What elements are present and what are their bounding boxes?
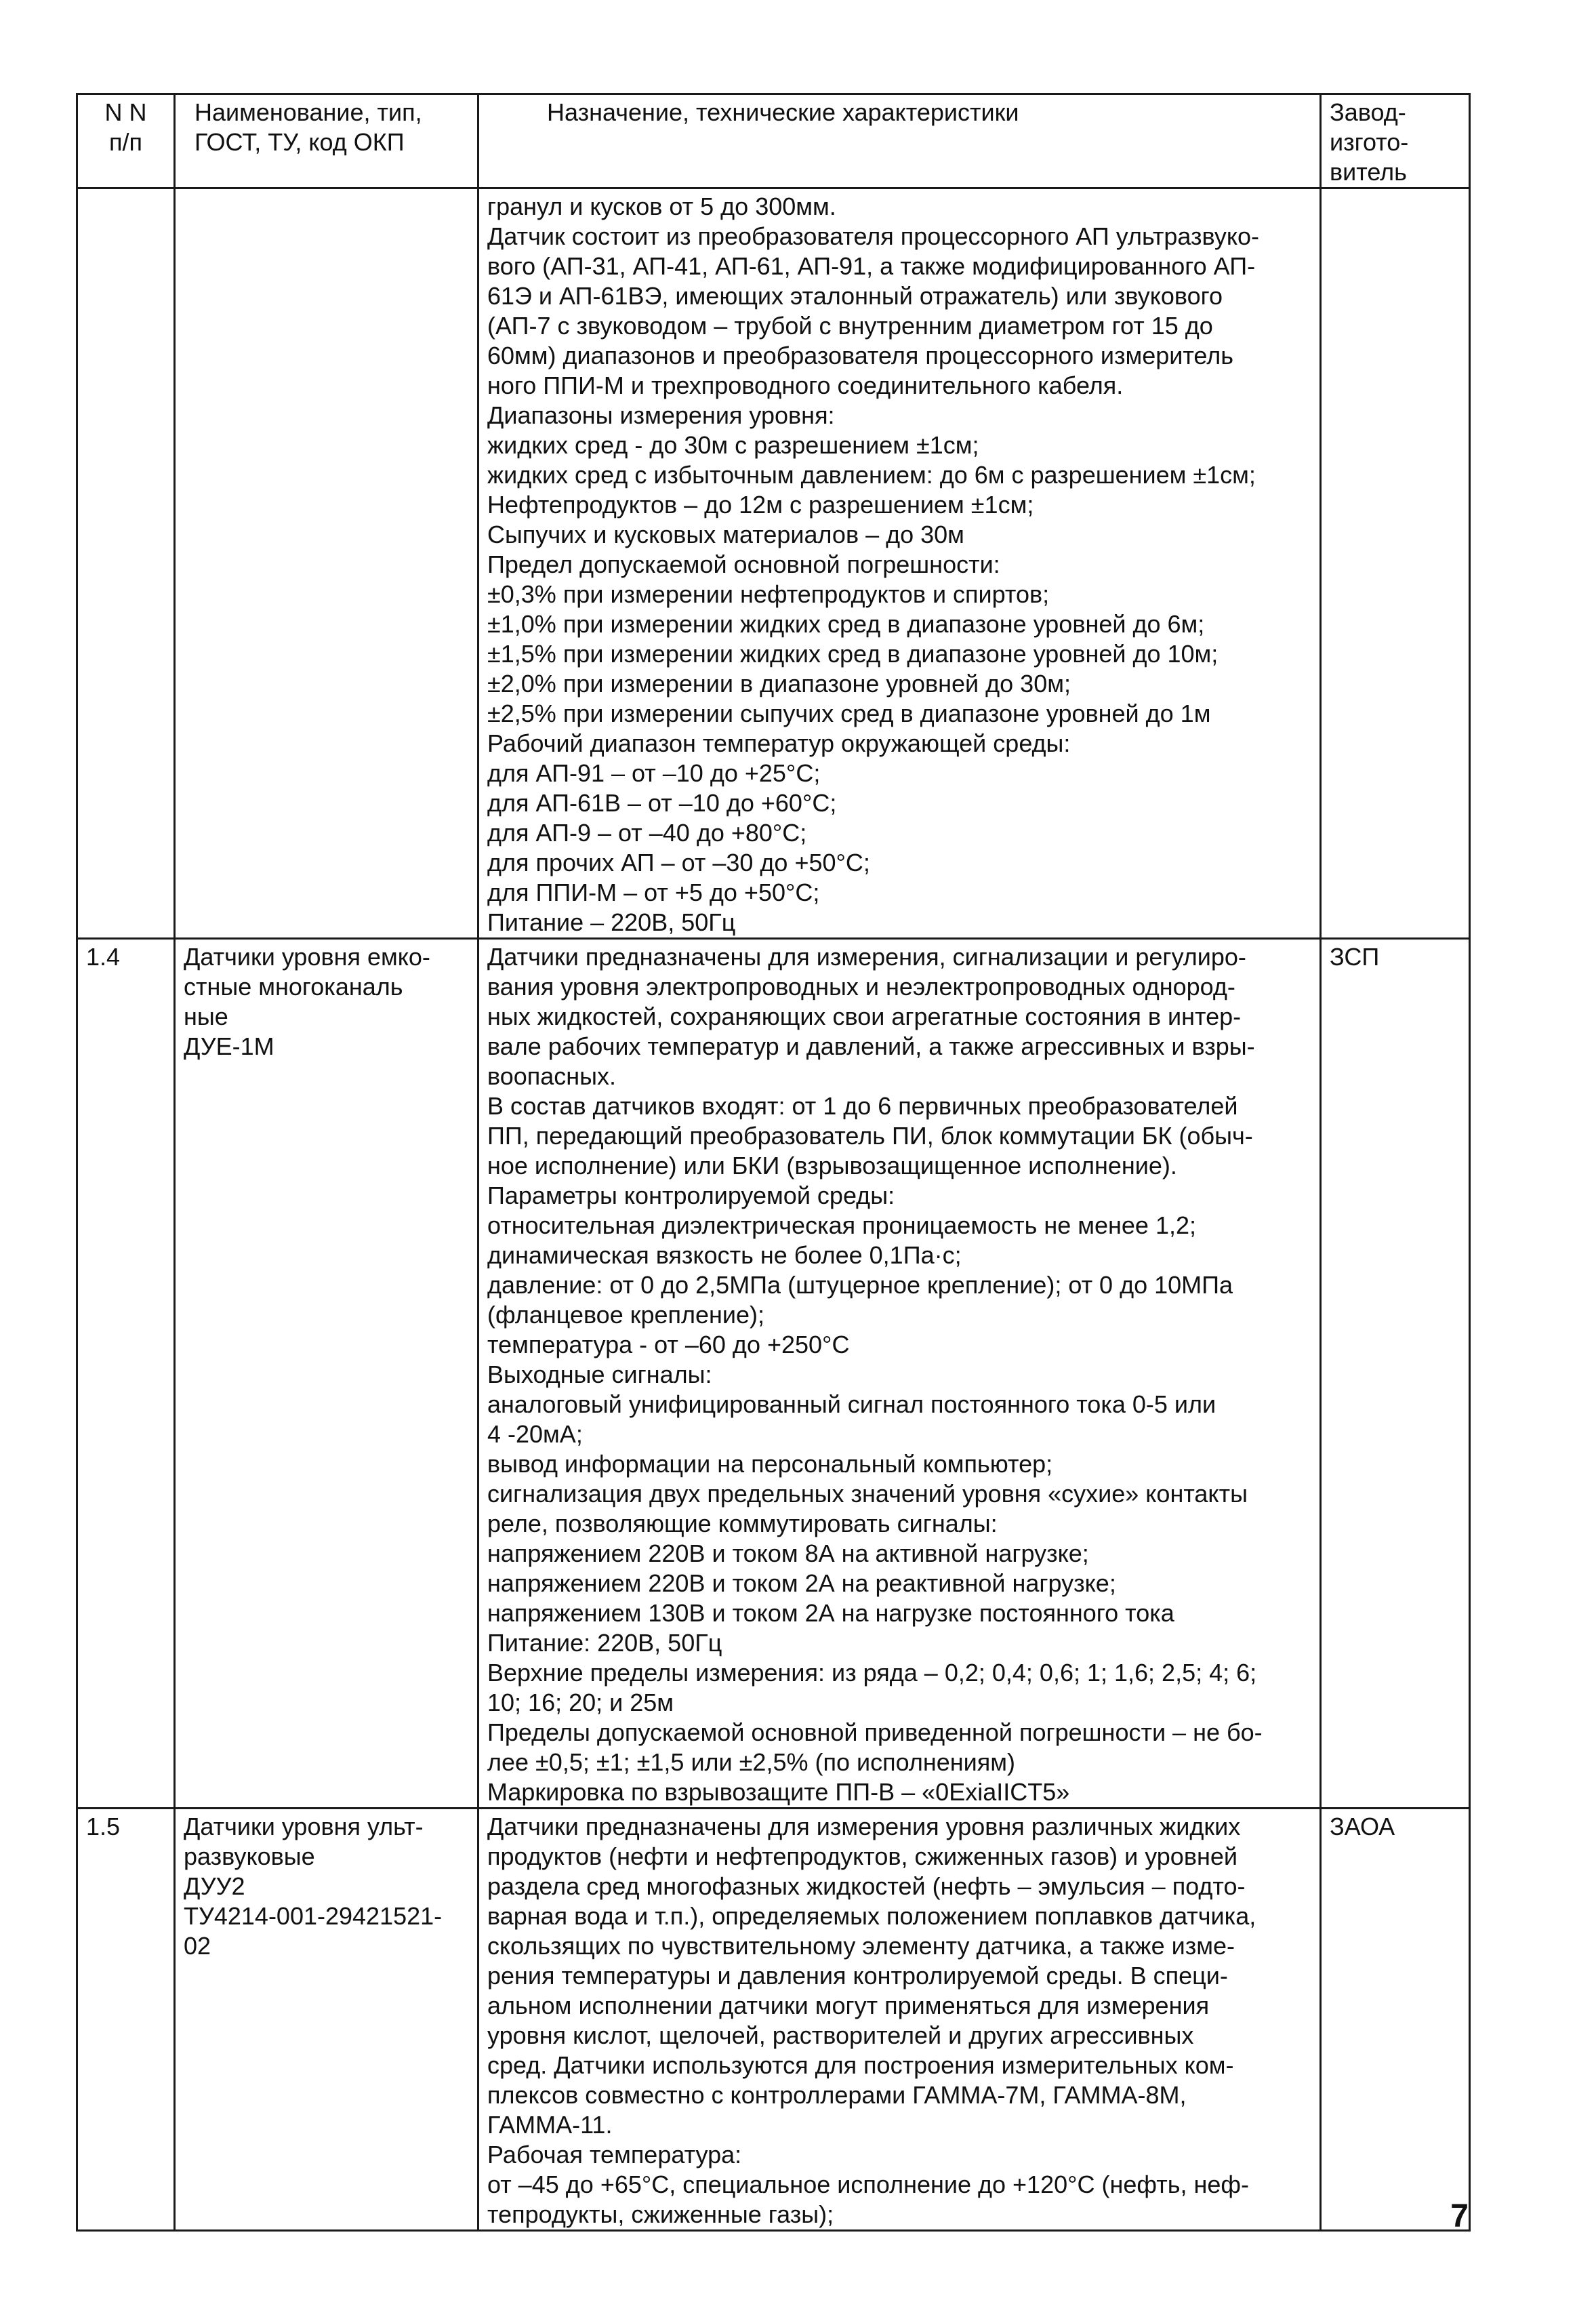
table-row xyxy=(77,1809,1470,2231)
desc-line: вале рабочих температур и давлений, а также агрессивных и взры- xyxy=(487,1032,1255,1060)
desc-line: для АП-91 – от –10 до +25°С; xyxy=(487,759,821,787)
desc-line: сигнализация двух предельных значений уровня «сухие» контакты xyxy=(487,1480,1248,1508)
header-num-line: п/п xyxy=(109,128,142,156)
header-maker-line: Завод- xyxy=(1330,98,1406,126)
header-name-line: Наименование, тип, xyxy=(195,98,422,126)
header-maker-line: витель xyxy=(1330,158,1407,186)
name-line: 02 xyxy=(184,1932,211,1960)
desc-line: температура - от –60 до +250°С xyxy=(487,1331,850,1358)
desc-line: Питание – 220В, 50Гц xyxy=(487,908,736,936)
name-line: ДУУ2 xyxy=(184,1872,245,1900)
desc-line: продуктов (нефти и нефтепродуктов, сжиженных газов) и уровней xyxy=(487,1842,1237,1870)
desc-line: Параметры контролируемой среды: xyxy=(487,1182,895,1209)
desc-line: давление: от 0 до 2,5МПа (штуцерное крепление); от 0 до 10МПа xyxy=(487,1271,1233,1299)
desc-line: ное исполнение) или БКИ (взрывозащищенное исполнение). xyxy=(487,1152,1177,1179)
desc-line: ±0,3% при измерении нефтепродуктов и спиртов; xyxy=(487,580,1050,608)
desc-line: Предел допускаемой основной погрешности: xyxy=(487,550,1000,578)
desc-line: ±1,5% при измерении жидких сред в диапазоне уровней до 10м; xyxy=(487,640,1219,668)
desc-line: Сыпучих и кусковых материалов – до 30м xyxy=(487,521,964,548)
desc-line: Рабочая температура: xyxy=(487,2141,742,2168)
desc-line: воопасных. xyxy=(487,1062,617,1090)
cell-desc xyxy=(478,188,1321,939)
cell-maker: ЗСП xyxy=(1321,939,1470,1809)
desc-line: альном исполнении датчики могут применяться для измерения xyxy=(487,1992,1210,2019)
desc-line: ного ППИ-М и трехпроводного соединительного кабеля. xyxy=(487,371,1124,399)
desc-line: для АП-9 – от –40 до +80°С; xyxy=(487,819,807,847)
desc-line: В состав датчиков входят: от 1 до 6 первичных преобразователей xyxy=(487,1092,1238,1120)
desc-line: Датчик состоит из преобразователя процессорного АП ультразвуко- xyxy=(487,222,1260,250)
desc-line: Датчики предназначены для измерения, сигнализации и регулиро- xyxy=(487,943,1246,971)
desc-line: скользящих по чувствительному элементу датчика, а также изме- xyxy=(487,1932,1235,1960)
cell-desc xyxy=(478,1809,1321,2231)
header-num xyxy=(77,94,175,188)
desc-line: аналоговый унифицированный сигнал постоянного тока 0-5 или xyxy=(487,1390,1216,1418)
desc-line: раздела сред многофазных жидкостей (нефть – эмульсия – подто- xyxy=(487,1872,1246,1900)
desc-line: ПП, передающий преобразователь ПИ, блок коммутации БК (обыч- xyxy=(487,1122,1253,1150)
cell-maker xyxy=(1321,188,1470,939)
name-line: ТУ4214-001-29421521- xyxy=(184,1902,443,1930)
desc-line: Пределы допускаемой основной приведенной погрешности – не бо- xyxy=(487,1718,1263,1746)
desc-line: напряжением 130В и током 2А на нагрузке постоянного тока xyxy=(487,1599,1174,1627)
desc-line: вания уровня электропроводных и неэлектропроводных однород- xyxy=(487,973,1235,1001)
cell-num xyxy=(77,188,175,939)
name-line: Датчики уровня ульт- xyxy=(184,1813,424,1840)
name-line: развуковые xyxy=(184,1842,315,1870)
desc-line: тепродукты, сжиженные газы); xyxy=(487,2200,834,2228)
name-line: ные xyxy=(184,1003,228,1030)
desc-line: рения температуры и давления контролируемой среды. В специ- xyxy=(487,1962,1228,1990)
desc-line: (АП-7 с звуководом – трубой с внутренним диаметром гот 15 до xyxy=(487,312,1213,340)
desc-line: Диапазоны измерения уровня: xyxy=(487,401,835,429)
specification-table xyxy=(76,93,1471,2232)
cell-name xyxy=(175,1809,478,2231)
desc-line: вого (АП-31, АП-41, АП-61, АП-91, а также модифицированного АП- xyxy=(487,252,1256,280)
header-desc-line: Назначение, технические характеристики xyxy=(547,98,1019,126)
cell-name xyxy=(175,188,478,939)
name-line: Датчики уровня емко- xyxy=(184,943,430,971)
cell-maker: ЗАОА xyxy=(1321,1809,1470,2231)
desc-line: напряжением 220В и током 2А на реактивной нагрузке; xyxy=(487,1569,1116,1597)
desc-line: уровня кислот, щелочей, растворителей и других агрессивных xyxy=(487,2021,1194,2049)
desc-line: Маркировка по взрывозащите ПП-В – «0ExiaIICT5» xyxy=(487,1778,1070,1806)
name-line: стные многоканаль xyxy=(184,973,403,1001)
desc-line: динамическая вязкость не более 0,1Па·с; xyxy=(487,1241,962,1269)
desc-line: жидких сред - до 30м с разрешением ±1см; xyxy=(487,431,979,459)
desc-line: ГАММА-11. xyxy=(487,2111,613,2139)
cell-desc xyxy=(478,939,1321,1809)
desc-line: Нефтепродуктов – до 12м с разрешением ±1см; xyxy=(487,491,1034,519)
header-desc xyxy=(478,94,1321,188)
desc-line: относительная диэлектрическая проницаемость не менее 1,2; xyxy=(487,1211,1196,1239)
table-body xyxy=(77,188,1470,2231)
desc-line: ±1,0% при измерении жидких сред в диапазоне уровней до 6м; xyxy=(487,610,1205,638)
cell-num: 1.4 xyxy=(77,939,175,1809)
header-maker xyxy=(1321,94,1470,188)
desc-line: Рабочий диапазон температур окружающей среды: xyxy=(487,729,1071,757)
table-row xyxy=(77,939,1470,1809)
desc-line: Датчики предназначены для измерения уровня различных жидких xyxy=(487,1813,1241,1840)
desc-line: вывод информации на персональный компьютер; xyxy=(487,1450,1053,1478)
table-header-row xyxy=(77,94,1470,188)
desc-line: 60мм) диапазонов и преобразователя процессорного измеритель xyxy=(487,342,1234,369)
header-num-line: N N xyxy=(104,98,147,126)
page-number: 7 xyxy=(1450,2198,1469,2234)
desc-line: 61Э и АП-61ВЭ, имеющих эталонный отражатель) или звукового xyxy=(487,282,1223,310)
desc-line: для АП-61В – от –10 до +60°С; xyxy=(487,789,837,817)
desc-line: гранул и кусков от 5 до 300мм. xyxy=(487,193,836,220)
header-maker-line: изгото- xyxy=(1330,128,1409,156)
desc-line: для ППИ-М – от +5 до +50°С; xyxy=(487,879,820,906)
desc-line: жидких сред с избыточным давлением: до 6м с разрешением ±1см; xyxy=(487,461,1256,489)
desc-line: Питание: 220В, 50Гц xyxy=(487,1629,722,1657)
desc-line: сред. Датчики используются для построения измерительных ком- xyxy=(487,2051,1234,2079)
desc-line: ±2,0% при измерении в диапазоне уровней до 30м; xyxy=(487,670,1071,698)
desc-line: лее ±0,5; ±1; ±1,5 или ±2,5% (по исполнениям) xyxy=(487,1748,1015,1776)
header-name-line: ГОСТ, ТУ, код ОКП xyxy=(195,128,405,156)
desc-line: 10; 16; 20; и 25м xyxy=(487,1689,674,1716)
desc-line: ±2,5% при измерении сыпучих сред в диапазоне уровней до 1м xyxy=(487,700,1211,727)
desc-line: ных жидкостей, сохраняющих свои агрегатные состояния в интер- xyxy=(487,1003,1242,1030)
header-name xyxy=(175,94,478,188)
name-line: ДУЕ-1М xyxy=(184,1032,274,1060)
cell-num: 1.5 xyxy=(77,1809,175,2231)
desc-line: Выходные сигналы: xyxy=(487,1360,712,1388)
cell-name xyxy=(175,939,478,1809)
table-row xyxy=(77,188,1470,939)
desc-line: плексов совместно с контроллерами ГАММА-7М, ГАММА-8М, xyxy=(487,2081,1187,2109)
desc-line: варная вода и т.п.), определяемых положением поплавков датчика, xyxy=(487,1902,1256,1930)
desc-line: от –45 до +65°С, специальное исполнение до +120°С (нефть, неф- xyxy=(487,2171,1249,2198)
desc-line: реле, позволяющие коммутировать сигналы: xyxy=(487,1510,998,1537)
desc-line: (фланцевое крепление); xyxy=(487,1301,765,1329)
desc-line: Верхние пределы измерения: из ряда – 0,2; 0,4; 0,6; 1; 1,6; 2,5; 4; 6; xyxy=(487,1659,1257,1687)
desc-line: напряжением 220В и током 8А на активной нагрузке; xyxy=(487,1539,1089,1567)
desc-line: 4 -20мА; xyxy=(487,1420,583,1448)
desc-line: для прочих АП – от –30 до +50°С; xyxy=(487,849,870,876)
